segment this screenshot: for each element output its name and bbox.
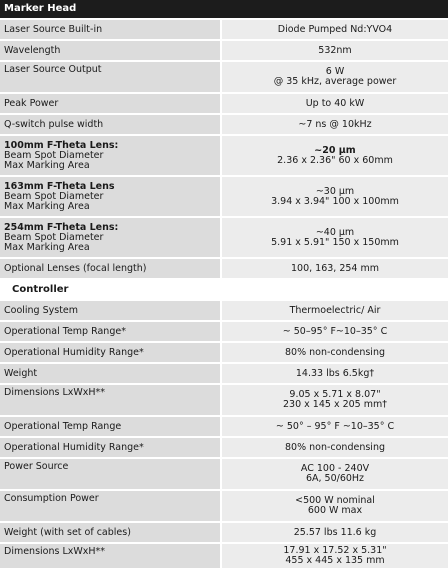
row-label: Operational Temp Range*: [0, 322, 222, 341]
row-value: [222, 544, 448, 568]
lens-title: 100mm F-Theta Lens:: [4, 139, 119, 151]
page-title: Marker Head: [0, 0, 448, 20]
row-value: 80% non-condensing: [222, 343, 448, 362]
marking-area: 5.91 x 5.91" 150 x 150mm: [271, 236, 399, 248]
table-row: [0, 491, 448, 523]
row-value: 80% non-condensing: [222, 438, 448, 457]
table-row: [0, 322, 448, 343]
row-value-line: AC 100 - 240V: [300, 463, 370, 474]
row-label: Peak Power: [0, 94, 222, 113]
lens-sub-label: Beam Spot Diameter: [4, 190, 104, 202]
spot-diameter: ~20 µm: [314, 144, 356, 156]
row-value-line: 455 x 445 x 135 mm: [285, 555, 385, 566]
row-value: ~7 ns @ 10kHz: [222, 115, 448, 134]
table-row: [0, 385, 448, 417]
table-row: [0, 459, 448, 491]
table-row: [0, 115, 448, 136]
row-label: [0, 544, 222, 568]
row-value-line: 230 x 145 x 205 mm†: [283, 399, 387, 410]
row-label-text: Dimensions LxWxH**: [4, 387, 106, 398]
row-value-line: 6 W: [325, 66, 345, 77]
row-value-line: <500 W nominal: [295, 495, 375, 506]
table-row: [0, 301, 448, 322]
row-label-text: Consumption Power: [4, 493, 99, 504]
row-label: [0, 459, 222, 489]
row-label: Weight (with set of cables): [0, 523, 222, 542]
row-label: [0, 136, 222, 175]
row-label: [0, 218, 222, 257]
row-value: 532nm: [222, 41, 448, 60]
row-label: Cooling System: [0, 301, 222, 320]
row-value: [222, 177, 448, 216]
row-label: Weight: [0, 364, 222, 383]
row-label: [0, 62, 222, 92]
spot-diameter: ~30 µm: [315, 185, 355, 197]
row-label-text: Dimensions LxWxH**: [4, 546, 106, 557]
table-row: [0, 177, 448, 218]
row-value-line: @ 35 kHz, average power: [273, 76, 397, 87]
row-value: [222, 459, 448, 489]
row-label: [0, 177, 222, 216]
row-value: [222, 385, 448, 415]
table-row: [0, 438, 448, 459]
row-value: ~ 50° – 95° F ~10–35° C: [222, 417, 448, 436]
row-label: Operational Humidity Range*: [0, 438, 222, 457]
table-row: [0, 343, 448, 364]
row-value: Thermoelectric/ Air: [222, 301, 448, 320]
table-row: [0, 136, 448, 177]
row-value-line: 600 W max: [307, 505, 363, 516]
row-value-line: 9.05 x 5.71 x 8.07": [289, 389, 381, 400]
row-label: Laser Source Built-in: [0, 20, 222, 39]
lens-sub-label: Max Marking Area: [4, 241, 90, 253]
row-value: [222, 491, 448, 521]
row-value-line: 17.91 x 17.52 x 5.31": [283, 545, 387, 556]
table-row: [0, 417, 448, 438]
lens-sub-label: Beam Spot Diameter: [4, 231, 104, 243]
marking-area: 3.94 x 3.94" 100 x 100mm: [271, 195, 399, 207]
row-label-text: Power Source: [4, 461, 69, 472]
section-heading: Controller: [0, 280, 448, 301]
row-value: Up to 40 kW: [222, 94, 448, 113]
row-label: Wavelength: [0, 41, 222, 60]
row-value: ~ 50–95° F~10–35° C: [222, 322, 448, 341]
table-row: [0, 41, 448, 62]
lens-title: 254mm F-Theta Lens:: [4, 221, 119, 233]
row-value: [222, 136, 448, 175]
row-value-line: 6A, 50/60Hz: [305, 473, 365, 484]
row-label: Operational Humidity Range*: [0, 343, 222, 362]
row-label: Q-switch pulse width: [0, 115, 222, 134]
lens-sub-label: Max Marking Area: [4, 200, 90, 212]
table-row: [0, 544, 448, 570]
table-row: [0, 523, 448, 544]
row-label: [0, 385, 222, 415]
row-label: Operational Temp Range: [0, 417, 222, 436]
table-row: [0, 364, 448, 385]
row-value: 100, 163, 254 mm: [222, 259, 448, 278]
table-row: [0, 218, 448, 259]
row-label: Optional Lenses (focal length): [0, 259, 222, 278]
lens-sub-label: Beam Spot Diameter: [4, 149, 104, 161]
table-row: [0, 20, 448, 41]
table-row: [0, 62, 448, 94]
row-label: [0, 491, 222, 521]
marking-area: 2.36 x 2.36" 60 x 60mm: [277, 154, 393, 166]
row-value: [222, 62, 448, 92]
row-value: Diode Pumped Nd:YVO4: [222, 20, 448, 39]
lens-sub-label: Max Marking Area: [4, 159, 90, 171]
row-value: 25.57 lbs 11.6 kg: [222, 523, 448, 542]
spot-diameter: ~40 µm: [315, 226, 355, 238]
row-value: [222, 218, 448, 257]
lens-title: 163mm F-Theta Lens: [4, 180, 115, 192]
table-row: [0, 94, 448, 115]
table-row: [0, 259, 448, 280]
row-value: 14.33 lbs 6.5kg†: [222, 364, 448, 383]
row-label-text: Laser Source Output: [4, 64, 102, 75]
